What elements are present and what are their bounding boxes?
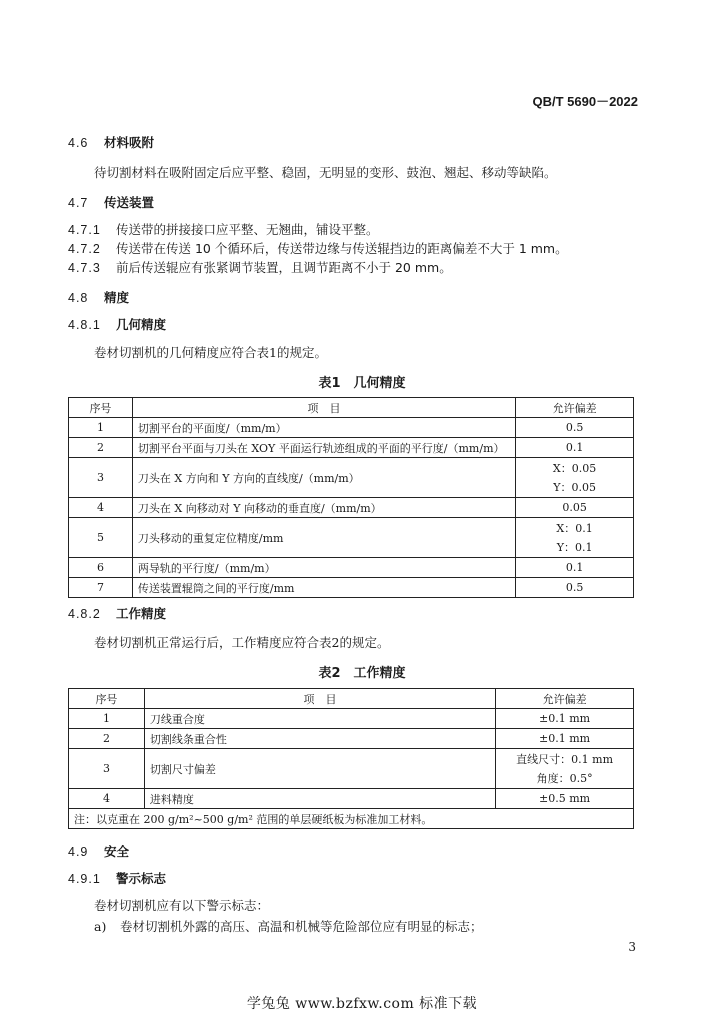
- cell-no: 6: [69, 558, 133, 578]
- cell-item: 刀头在 X 向移动对 Y 向移动的垂直度/（mm/m）: [132, 498, 515, 518]
- cell-no: 7: [69, 578, 133, 598]
- section-4-6-heading: [68, 133, 154, 151]
- cell-item: 刀线重合度: [144, 709, 495, 729]
- section-4-7-1: [68, 220, 379, 238]
- section-number: 4.8.1: [68, 318, 101, 332]
- list-item-text: 卷材切割机外露的高压、高温和机械等危险部位应有明显的标志；: [120, 919, 483, 934]
- section-4-8-1-text: 卷材切割机的几何精度应符合表1的规定。: [94, 345, 327, 360]
- cell-no: 2: [69, 438, 133, 458]
- table-row: [69, 789, 634, 809]
- section-text: 传送带的拼接接口应平整、无翘曲，铺设平整。: [116, 222, 379, 237]
- section-number: 4.8: [68, 291, 89, 305]
- table-row: [69, 498, 634, 518]
- table-row: [69, 578, 634, 598]
- section-4-9-1-heading: [68, 869, 166, 887]
- section-number: 4.8.2: [68, 607, 101, 621]
- cell-tolerance: 0.1: [516, 558, 634, 578]
- table-row: [69, 418, 634, 438]
- table-row: [69, 729, 634, 749]
- footer-watermark: 学兔兔 www.bzfxw.com 标准下载: [246, 996, 478, 1012]
- cell-item: 传送装置辊筒之间的平行度/mm: [132, 578, 515, 598]
- cell-item: 切割线条重合性: [144, 729, 495, 749]
- section-title: 警示标志: [116, 871, 167, 886]
- section-title: 材料吸附: [104, 135, 155, 150]
- col-header-tolerance: 允许偏差: [516, 398, 634, 418]
- cell-tolerance-x: X：0.05: [516, 458, 634, 478]
- section-number: 4.6: [68, 136, 89, 150]
- section-4-9-1-text: 卷材切割机应有以下警示标志：: [94, 898, 270, 913]
- section-4-7-3: [68, 258, 452, 276]
- section-4-7-heading: [68, 193, 154, 211]
- table-row: [69, 749, 634, 769]
- cell-tolerance: ±0.5 mm: [496, 789, 634, 809]
- section-title: 工作精度: [116, 606, 167, 621]
- section-number: 4.9: [68, 845, 89, 859]
- cell-no: 3: [69, 749, 145, 789]
- table2-working-accuracy: [68, 688, 634, 829]
- table-note: 注：以克重在 200 g/m²~500 g/m² 范围的单层硬纸板为标准加工材料。: [69, 809, 634, 829]
- cell-tolerance: 0.5: [516, 578, 634, 598]
- section-number: 4.7: [68, 196, 89, 210]
- cell-item: 切割平台平面与刀头在 XOY 平面运行轨迹组成的平面的平行度/（mm/m）: [132, 438, 515, 458]
- cell-tolerance-y: Y：0.1: [516, 538, 634, 558]
- cell-tolerance-linear: 直线尺寸：0.1 mm: [496, 749, 634, 769]
- page-number: 3: [628, 940, 636, 954]
- cell-item: 切割尺寸偏差: [144, 749, 495, 789]
- section-number: 4.7.3: [68, 261, 101, 275]
- cell-item: 刀头移动的重复定位精度/mm: [132, 518, 515, 558]
- col-header-no: 序号: [69, 689, 145, 709]
- cell-tolerance-angle: 角度：0.5°: [496, 769, 634, 789]
- table-header-row: [69, 398, 634, 418]
- cell-no: 4: [69, 789, 145, 809]
- section-4-8-1-heading: [68, 315, 166, 333]
- section-4-8-2-heading: [68, 604, 166, 622]
- list-item-label: a): [94, 919, 107, 934]
- table-row: [69, 458, 634, 478]
- cell-tolerance: 0.5: [516, 418, 634, 438]
- standard-number: QB/T 5690－2022: [532, 94, 638, 109]
- section-4-8-heading: [68, 288, 129, 306]
- section-title: 精度: [104, 290, 130, 305]
- col-header-no: 序号: [69, 398, 133, 418]
- section-4-6-text: 待切割材料在吸附固定后应平整、稳固，无明显的变形、鼓泡、翘起、移动等缺陷。: [94, 165, 557, 180]
- table-row: [69, 709, 634, 729]
- section-number: 4.7.2: [68, 242, 101, 256]
- cell-item: 两导轨的平行度/（mm/m）: [132, 558, 515, 578]
- table-header-row: [69, 689, 634, 709]
- col-header-tolerance: 允许偏差: [496, 689, 634, 709]
- cell-tolerance-y: Y：0.05: [516, 478, 634, 498]
- table-row: [69, 438, 634, 458]
- table2-caption: 表2 工作精度: [318, 666, 406, 681]
- section-number: 4.7.1: [68, 223, 101, 237]
- section-text: 前后传送辊应有张紧调节装置，且调节距离不小于 20 mm。: [116, 260, 452, 275]
- cell-no: 4: [69, 498, 133, 518]
- section-number: 4.9.1: [68, 872, 101, 886]
- section-title: 传送装置: [104, 195, 155, 210]
- col-header-item: 项 目: [144, 689, 495, 709]
- section-title: 几何精度: [116, 317, 167, 332]
- cell-tolerance-x: X：0.1: [516, 518, 634, 538]
- table1-caption: 表1 几何精度: [318, 376, 406, 391]
- cell-item: 刀头在 X 方向和 Y 方向的直线度/（mm/m）: [132, 458, 515, 498]
- table-row: [69, 518, 634, 538]
- col-header-item: 项 目: [132, 398, 515, 418]
- cell-no: 1: [69, 709, 145, 729]
- table1-geometric-accuracy: [68, 397, 634, 598]
- cell-item: 切割平台的平面度/（mm/m）: [132, 418, 515, 438]
- table-note-row: [69, 809, 634, 829]
- section-4-8-2-text: 卷材切割机正常运行后，工作精度应符合表2的规定。: [94, 635, 390, 650]
- cell-no: 3: [69, 458, 133, 498]
- cell-no: 1: [69, 418, 133, 438]
- cell-item: 进料精度: [144, 789, 495, 809]
- cell-tolerance: 0.1: [516, 438, 634, 458]
- table-row: [69, 558, 634, 578]
- section-4-9-heading: [68, 842, 129, 860]
- cell-no: 2: [69, 729, 145, 749]
- section-title: 安全: [104, 844, 130, 859]
- section-4-7-2: [68, 239, 568, 257]
- cell-tolerance: ±0.1 mm: [496, 709, 634, 729]
- section-text: 传送带在传送 10 个循环后，传送带边缘与传送辊挡边的距离偏差不大于 1 mm。: [116, 241, 568, 256]
- list-item-a: [94, 917, 483, 935]
- cell-tolerance: ±0.1 mm: [496, 729, 634, 749]
- cell-tolerance: 0.05: [516, 498, 634, 518]
- cell-no: 5: [69, 518, 133, 558]
